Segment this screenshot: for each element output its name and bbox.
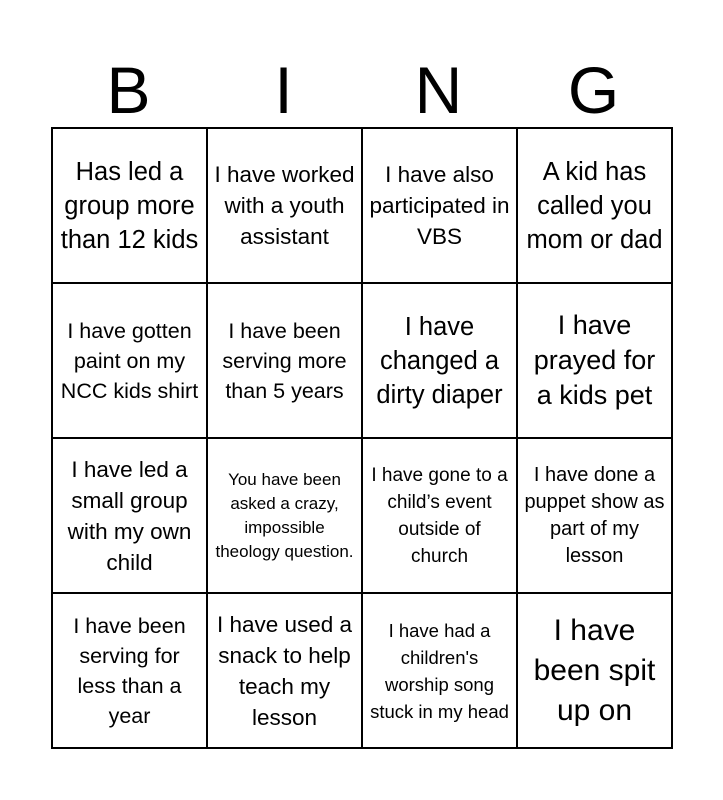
cell-text: I have prayed for a kids pet [533, 310, 656, 410]
cell-text: I have been serving for less than a year [73, 613, 186, 728]
board-row [52, 128, 672, 283]
bingo-cell[interactable] [207, 593, 362, 748]
bingo-cell[interactable] [517, 128, 672, 283]
bingo-board [51, 127, 673, 749]
bingo-cell[interactable] [517, 438, 672, 593]
board-row [52, 438, 672, 593]
cell-text: I have been spit up on [533, 613, 656, 727]
cell-text: I have worked with a youth assistant [214, 162, 355, 249]
cell-text: Has led a group more than 12 kids [60, 157, 199, 254]
bingo-cell[interactable] [207, 283, 362, 438]
bingo-cell[interactable] [517, 283, 672, 438]
bingo-cell[interactable] [362, 128, 517, 283]
board-row [52, 593, 672, 748]
header-letter-n: N [414, 53, 463, 127]
cell-text: I have been serving more than 5 years [222, 318, 347, 403]
bingo-cell[interactable] [517, 593, 672, 748]
cell-text: I have used a snack to help teach my lesson [216, 611, 353, 730]
bingo-cell[interactable] [207, 438, 362, 593]
bingo-cell[interactable] [362, 438, 517, 593]
cell-text: I have changed a dirty diaper [376, 312, 503, 409]
bingo-cell[interactable] [362, 283, 517, 438]
bingo-cell[interactable] [362, 593, 517, 748]
cell-text: I have gone to a child’s event outside of church [371, 464, 508, 567]
bingo-cell[interactable] [207, 128, 362, 283]
cell-text: I have had a children's worship song stuck in my head [370, 619, 509, 722]
cell-text: I have done a puppet show as part of my lesson [524, 463, 665, 567]
cell-text: I have also participated in VBS [369, 162, 510, 249]
header-letter-b: B [106, 53, 151, 127]
bingo-cell[interactable] [52, 128, 207, 283]
cell-text: You have been asked a crazy, impossible theology question. [215, 469, 354, 561]
header-letter-i: I [274, 53, 293, 127]
board-row [52, 283, 672, 438]
bingo-cell[interactable] [52, 593, 207, 748]
cell-text: I have gotten paint on my NCC kids shirt [60, 318, 199, 403]
bingo-cell[interactable] [52, 438, 207, 593]
bingo-cell[interactable] [52, 283, 207, 438]
bingo-header [51, 52, 671, 128]
cell-text: A kid has called you mom or dad [526, 157, 663, 254]
cell-text: I have led a small group with my own child [67, 456, 192, 575]
header-letter-g: G [567, 53, 620, 127]
